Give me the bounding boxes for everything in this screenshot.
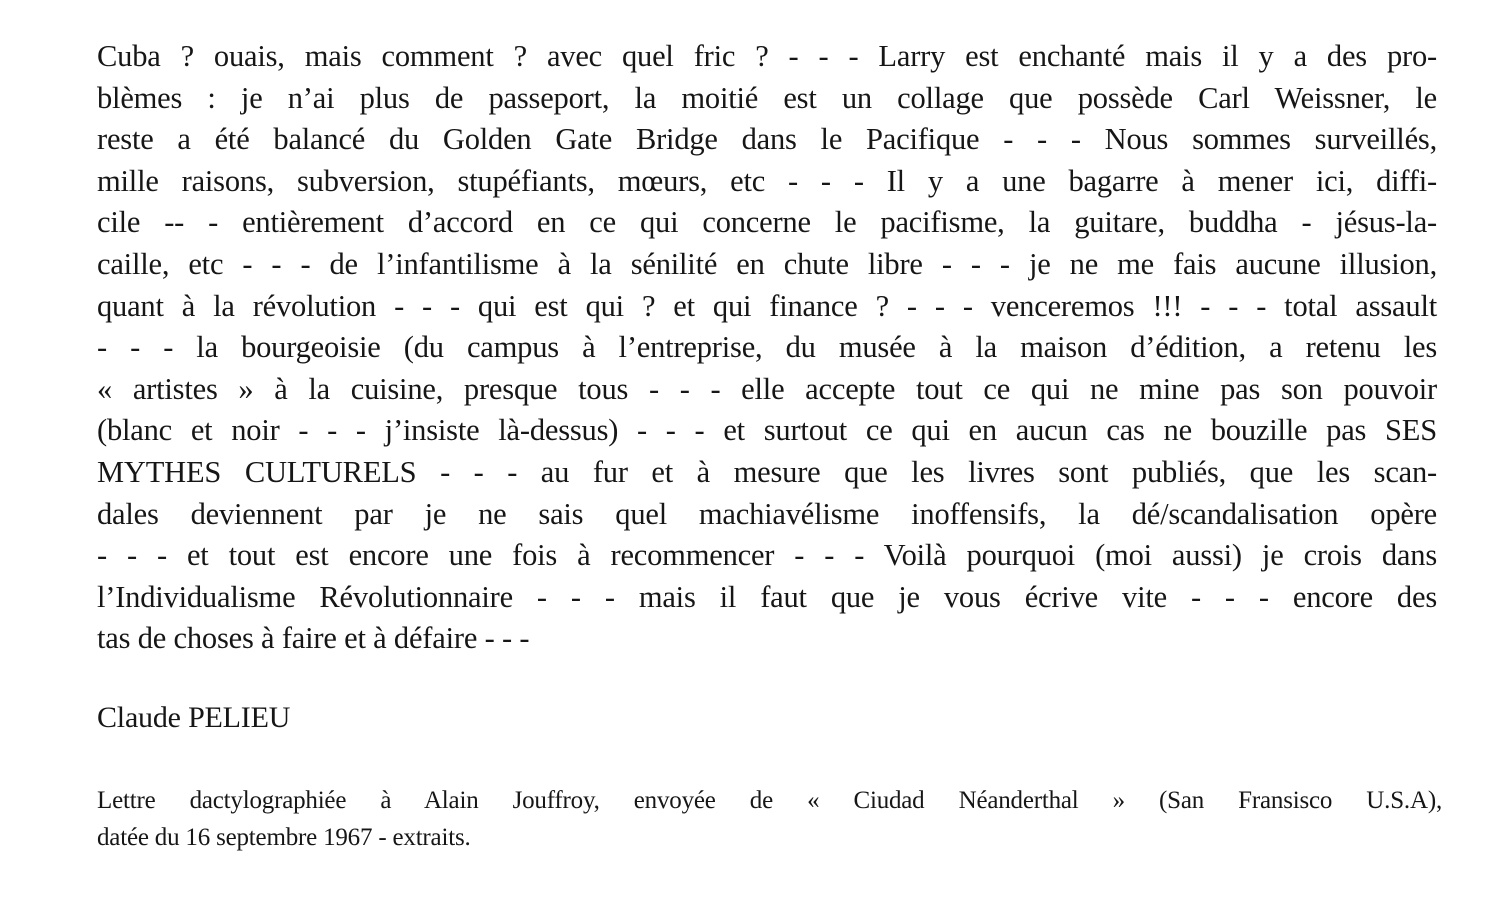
body-line: MYTHES CULTURELS - - - au fur et à mesure que les livres sont publiés, que les scan-	[97, 454, 1437, 489]
body-line: dales deviennent par je ne sais quel machiavélisme inoffensifs, la dé/scandalisation opère	[97, 496, 1437, 531]
signature: Claude PELIEU	[97, 701, 291, 734]
body-line: mille raisons, subversion, stupéfiants, mœurs, etc - - - Il y a une bagarre à mener ici, diffi-	[97, 163, 1437, 198]
caption	[97, 782, 1442, 856]
body-line: reste a été balancé du Golden Gate Bridge dans le Pacifique - - - Nous sommes surveillés,	[97, 122, 1437, 157]
body-line: l’Individualisme Révolutionnaire - - - mais il faut que je vous écrive vite - - - encore des	[97, 579, 1437, 614]
letter-body	[97, 36, 1437, 660]
body-line: Cuba ? ouais, mais comment ? avec quel fric ? - - - Larry est enchanté mais il y a des pro-	[97, 39, 1437, 73]
body-line: - - - la bourgeoisie (du campus à l’entreprise, du musée à la maison d’édition, a retenu les	[97, 330, 1437, 365]
body-line: blèmes : je n’ai plus de passeport, la moitié est un collage que possède Carl Weissner, le	[97, 80, 1437, 115]
body-line: caille, etc - - - de l’infantilisme à la sénilité en chute libre - - - je ne me fais aucune illusion,	[97, 246, 1437, 281]
body-line: tas de choses à faire et à défaire - - -	[97, 621, 530, 656]
body-line: « artistes » à la cuisine, presque tous - - - elle accepte tout ce qui ne mine pas son pouvoir	[97, 371, 1437, 406]
caption-line: datée du 16 septembre 1967 - extraits.	[97, 824, 471, 851]
body-line: (blanc et noir - - - j’insiste là-dessus) - - - et surtout ce qui en aucun cas ne bouzille pas SES	[97, 413, 1437, 448]
body-line: quant à la révolution - - - qui est qui ? et qui finance ? - - - venceremos !!! - - - total assault	[97, 288, 1437, 323]
caption-line: Lettre dactylographiée à Alain Jouffroy, envoyée de « Ciudad Néanderthal » (San Fransisco U.S.A),	[97, 787, 1442, 814]
body-line: cile -- - entièrement d’accord en ce qui concerne le pacifisme, la guitare, buddha - jésus-la-	[97, 205, 1437, 240]
body-line: - - - et tout est encore une fois à recommencer - - - Voilà pourquoi (moi aussi) je crois dans	[97, 538, 1437, 573]
